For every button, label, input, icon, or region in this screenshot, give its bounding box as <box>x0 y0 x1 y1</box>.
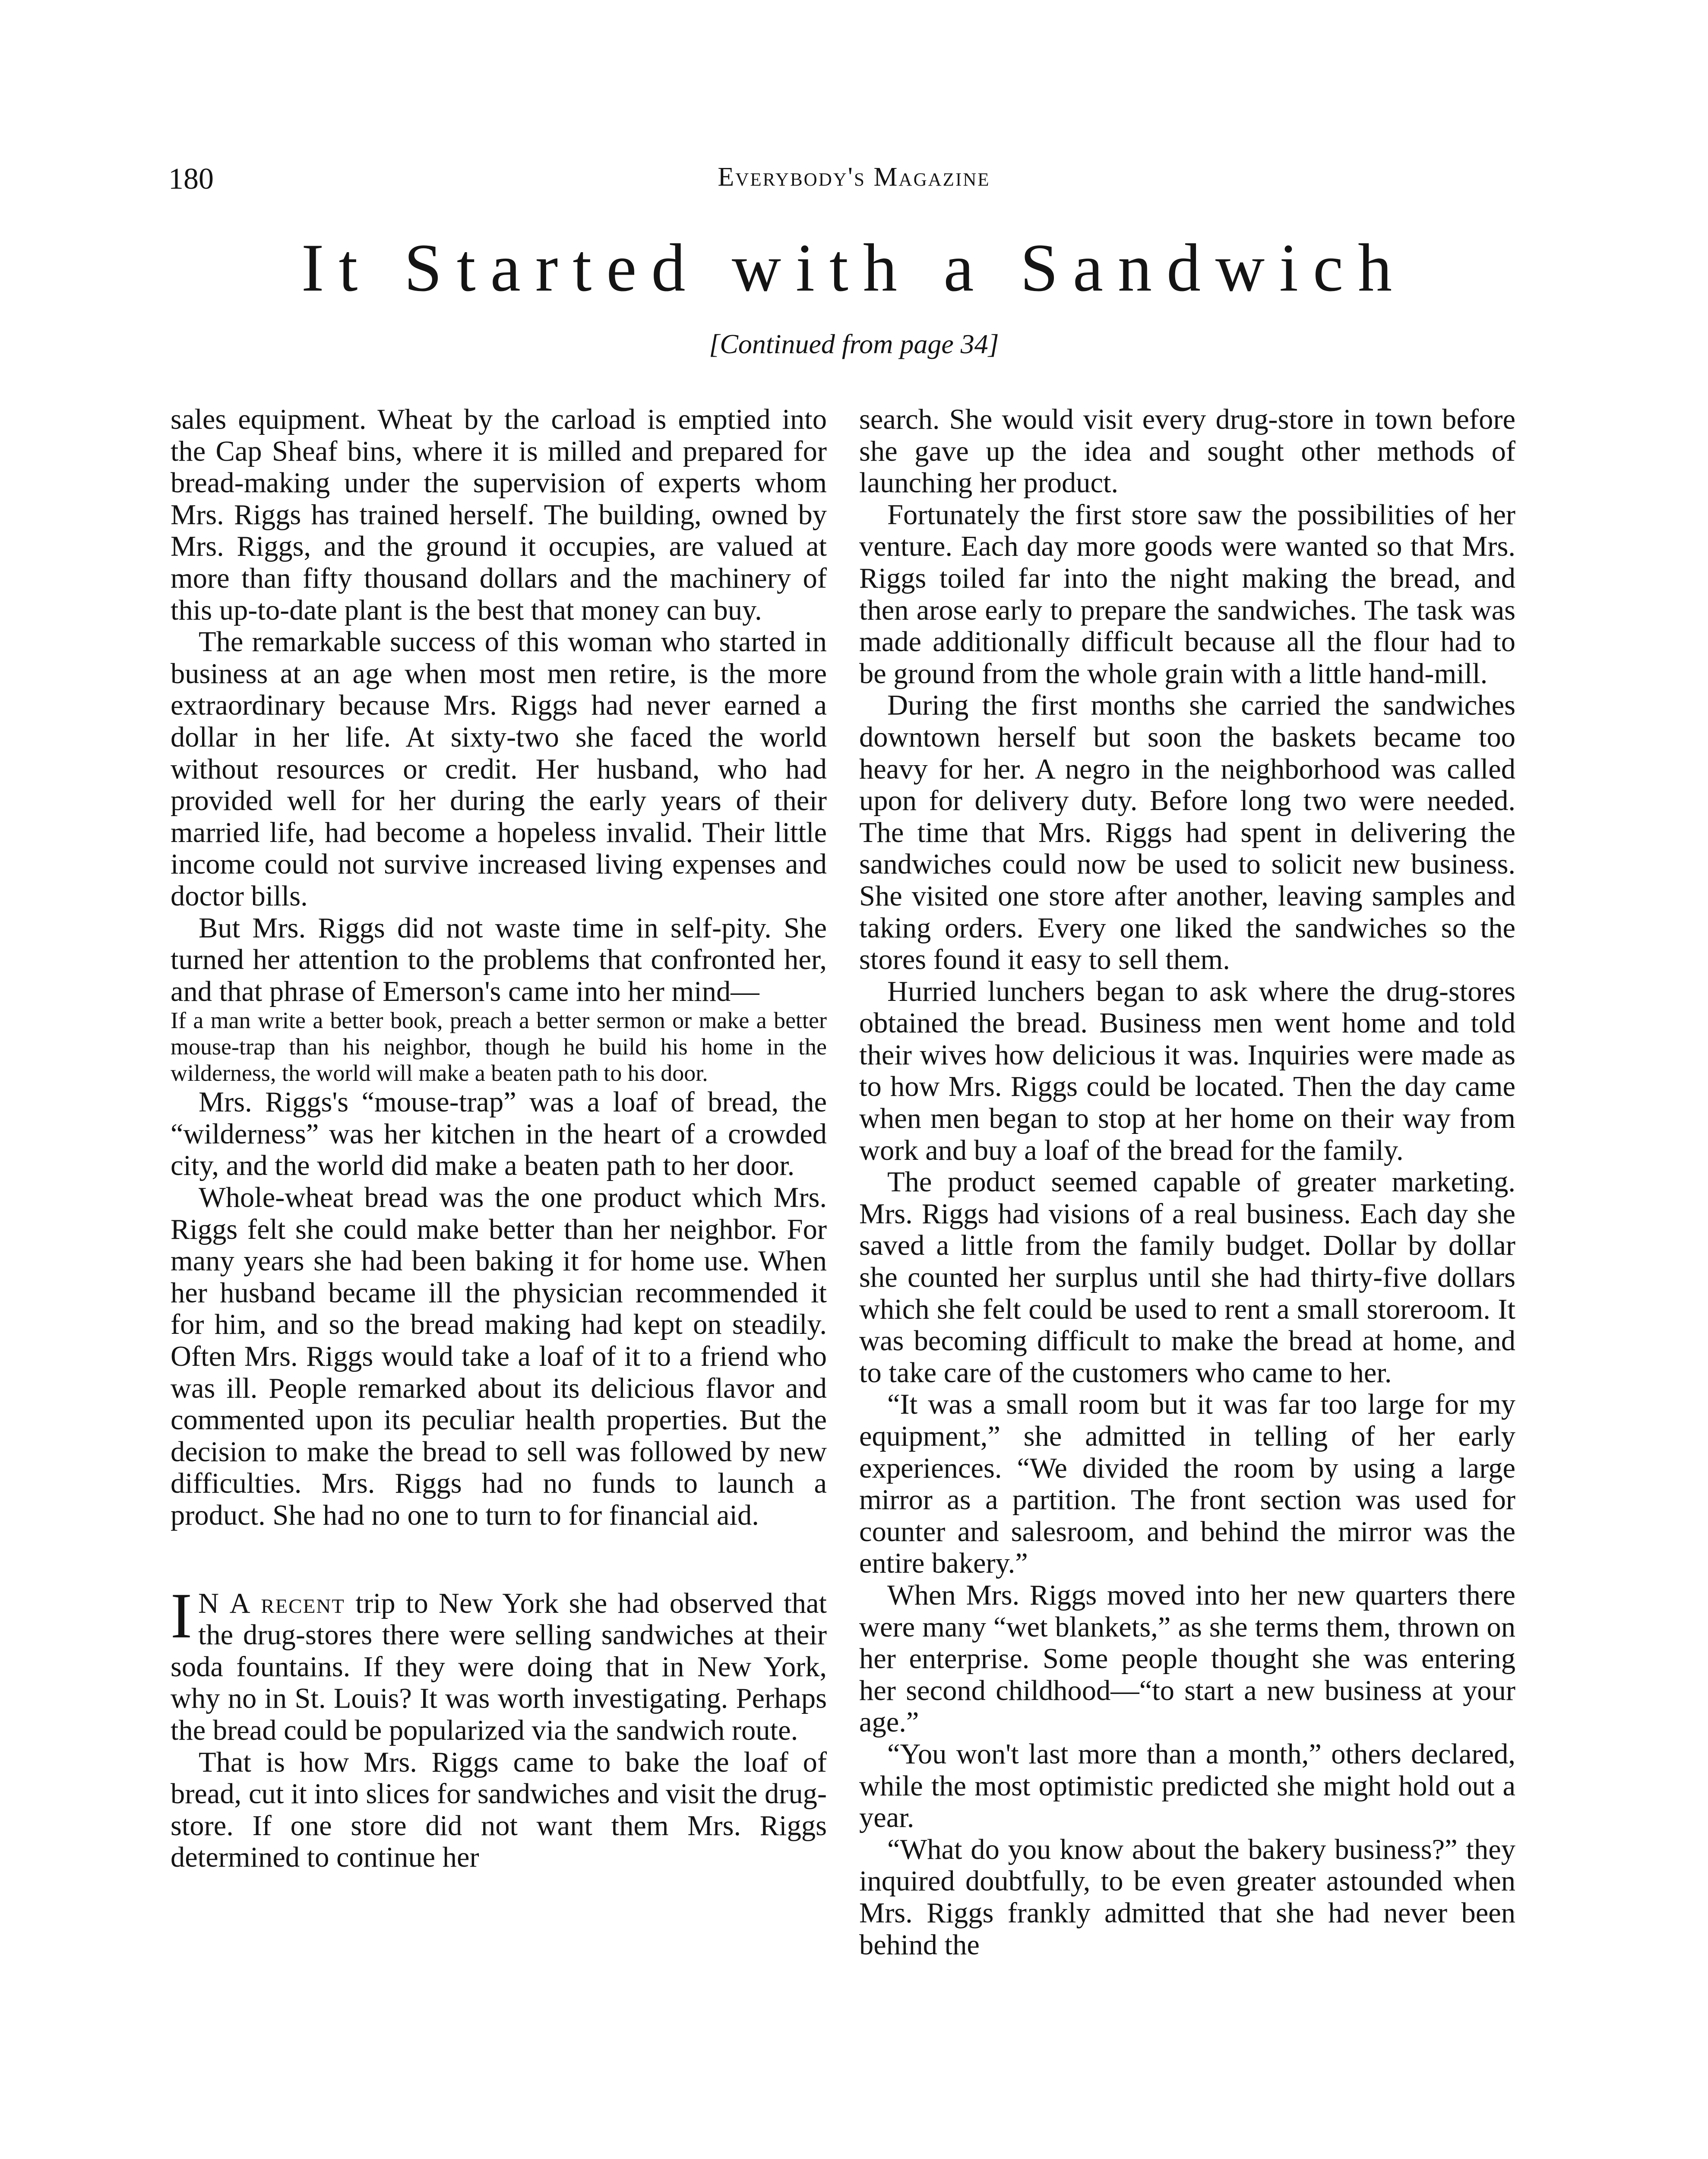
paragraph: The remarkable success of this woman who started in business at an age when most men retire, is the more extraordinary because Mrs. Riggs had never earned a dollar in her life. At sixty-two she faced the world without resources or credit. Her husband, who had provided well for her during the early years of their married life, had become a hopeless invalid. Their little income could not survive increased living expenses and doctor bills. <box>171 626 827 912</box>
paragraph: sales equipment. Wheat by the carload is emptied into the Cap Sheaf bins, where it is milled and prepared for bread-making under the supervision of experts whom Mrs. Riggs has trained herself. The building, owned by Mrs. Riggs, and the ground it occupies, are valued at more than fifty thousand dollars and the machinery of this up-to-date plant is the best that money can buy. <box>171 404 827 626</box>
section-opening-paragraph <box>171 1580 827 1747</box>
small-caps-lead: N A recent <box>198 1587 345 1619</box>
paragraph: That is how Mrs. Riggs came to bake the loaf of bread, cut it into slices for sandwiches and visit the drug-store. If one store did not want them Mrs. Riggs determined to continue her <box>171 1746 827 1874</box>
article-title: It Started with a Sandwich <box>301 230 1407 306</box>
paragraph-text: trip to New York she had observed that the drug-stores there were selling sandwiches at their soda fountains. If they were doing that in New York, why no in St. Louis? It was worth investigating. Perhaps the bread could be popularized via the sandwich route. <box>171 1587 827 1746</box>
page-header <box>168 162 1540 205</box>
paragraph: But Mrs. Riggs did not waste time in self-pity. She turned her attention to the problems that confronted her, and that phrase of Emerson's came into her mind— <box>171 912 827 1007</box>
paragraph: Fortunately the first store saw the possibilities of her venture. Each day more goods were wanted so that Mrs. Riggs toiled far into the night making the bread, and then arose early to prepare the sandwiches. The task was made additionally difficult because all the flour had to be ground from the whole grain with a little hand-mill. <box>859 499 1515 690</box>
paragraph: “You won't last more than a month,” others declared, while the most optimistic predicted she might hold out a year. <box>859 1738 1515 1834</box>
paragraph: Whole-wheat bread was the one product which Mrs. Riggs felt she could make better than her neighbor. For many years she had been baking it for home use. When her husband became ill the physician recommended it for him, and so the bread making had kept on steadily. Often Mrs. Riggs would take a loaf of it to a friend who was ill. People remarked about its delicious flavor and commented upon its peculiar health properties. But the decision to make the bread to sell was followed by new difficulties. Mrs. Riggs had no funds to launch a product. She had no one to turn to for financial aid. <box>171 1182 827 1531</box>
continued-text: [Continued from page 34] <box>709 329 999 359</box>
continued-note <box>0 328 1708 360</box>
paragraph: During the first months she carried the sandwiches downtown herself but soon the baskets became too heavy for her. A negro in the neighborhood was called upon for delivery duty. Before long two were needed. The time that Mrs. Riggs had spent in delivering the sandwiches could now be used to solicit new business. She visited one store after another, leaving samples and taking orders. Every one liked the sandwiches so the stores found it easy to sell them. <box>859 690 1515 976</box>
left-column <box>171 404 827 1874</box>
right-column <box>859 404 1515 1961</box>
paragraph: When Mrs. Riggs moved into her new quarters there were many “wet blankets,” as she terms them, thrown on her enterprise. Some people thought she was entering her second childhood—“to start a new business at your age.” <box>859 1579 1515 1738</box>
paragraph: “What do you know about the bakery business?” they inquired doubtfully, to be even greater astounded when Mrs. Riggs frankly admitted that she had never been behind the <box>859 1833 1515 1961</box>
paragraph: Mrs. Riggs's “mouse-trap” was a loaf of bread, the “wilderness” was her kitchen in the heart of a crowded city, and the world did make a beaten path to her door. <box>171 1086 827 1182</box>
block-quote: If a man write a better book, preach a better sermon or make a better mouse-trap than his neighbor, though he build his home in the wilderness, the world will make a beaten path to his door. <box>171 1007 827 1086</box>
drop-cap: I <box>171 1580 192 1652</box>
paragraph: Hurried lunchers began to ask where the drug-stores obtained the bread. Business men went home and told their wives how delicious it was. Inquiries were made as to how Mrs. Riggs could be located. Then the day came when men began to stop at her home on their way from work and buy a loaf of the bread for the family. <box>859 975 1515 1166</box>
paragraph: search. She would visit every drug-store in town before she gave up the idea and sought other methods of launching her product. <box>859 404 1515 499</box>
paragraph: The product seemed capable of greater marketing. Mrs. Riggs had visions of a real business. Each day she saved a little from the family budget. Dollar by dollar she counted her surplus until she had thirty-five dollars which she felt could be used to rent a small storeroom. It was becoming difficult to make the bread at home, and to take care of the customers who came to her. <box>859 1166 1515 1389</box>
paragraph: “It was a small room but it was far too large for my equipment,” she admitted in telling of her early experiences. “We divided the room by using a large mirror as a partition. The front section was used for counter and salesroom, and behind the mirror was the entire bakery.” <box>859 1389 1515 1580</box>
page-number: 180 <box>168 162 214 196</box>
running-title: Everybody's Magazine <box>718 162 990 192</box>
